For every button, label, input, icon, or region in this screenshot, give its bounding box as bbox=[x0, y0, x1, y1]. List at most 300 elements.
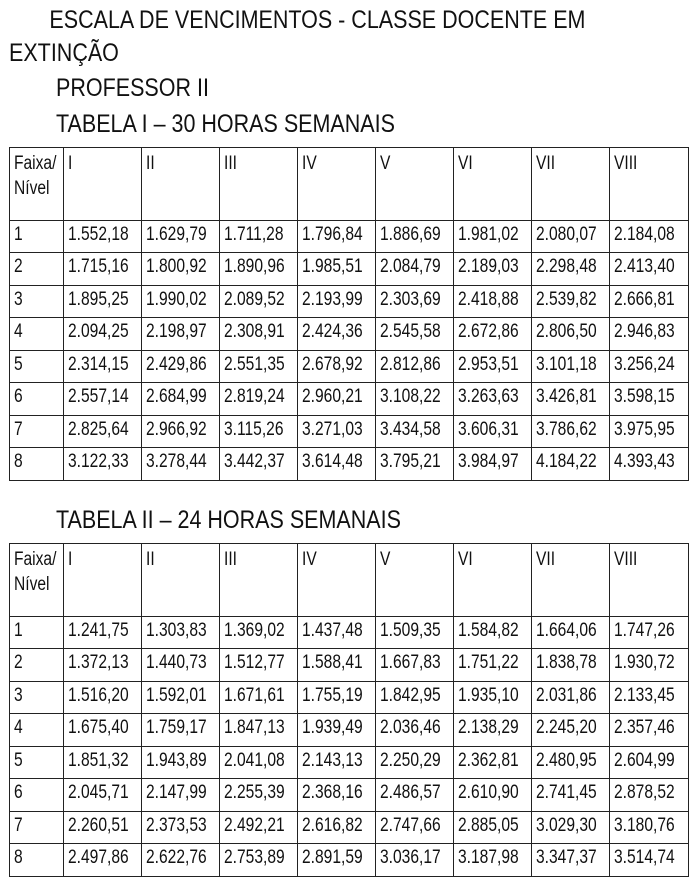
table-row bbox=[10, 844, 689, 877]
salary-value: 3.442,37 bbox=[224, 451, 285, 473]
salary-value-cell bbox=[454, 350, 532, 383]
header-cell-class bbox=[454, 148, 532, 221]
salary-value-cell bbox=[64, 220, 142, 253]
salary-value-cell bbox=[64, 616, 142, 649]
header-label: III bbox=[224, 153, 237, 174]
salary-value-cell bbox=[376, 220, 454, 253]
salary-value: 4.393,43 bbox=[614, 451, 675, 473]
salary-value: 2.255,39 bbox=[224, 782, 285, 804]
salary-value: 3.514,74 bbox=[614, 847, 675, 869]
header-cell-class bbox=[376, 148, 454, 221]
salary-value: 3.187,98 bbox=[458, 847, 519, 869]
salary-value-cell bbox=[142, 844, 220, 877]
salary-value: 1.796,84 bbox=[302, 223, 363, 245]
level-cell bbox=[10, 383, 64, 416]
salary-value-cell bbox=[532, 649, 610, 682]
salary-value-cell bbox=[64, 285, 142, 318]
salary-value-cell bbox=[376, 714, 454, 747]
salary-value: 2.604,99 bbox=[614, 749, 675, 771]
level-cell bbox=[10, 681, 64, 714]
salary-value: 1.629,79 bbox=[146, 223, 207, 245]
salary-value-cell bbox=[610, 253, 689, 286]
level-label: 6 bbox=[14, 386, 23, 408]
salary-value-cell bbox=[142, 220, 220, 253]
salary-value: 1.886,69 bbox=[380, 223, 441, 245]
level-label: 2 bbox=[14, 256, 23, 278]
salary-value: 1.241,75 bbox=[68, 619, 129, 641]
salary-value-cell bbox=[532, 318, 610, 351]
salary-value-cell bbox=[376, 383, 454, 416]
salary-value-cell bbox=[64, 714, 142, 747]
salary-value-cell bbox=[376, 318, 454, 351]
header-cell-faixa-nivel bbox=[10, 148, 64, 221]
header-cell-class bbox=[532, 544, 610, 617]
salary-value-cell bbox=[220, 649, 298, 682]
salary-value: 1.759,17 bbox=[146, 717, 207, 739]
salary-value-cell bbox=[64, 253, 142, 286]
salary-value: 2.616,82 bbox=[302, 814, 363, 836]
level-label: 7 bbox=[14, 418, 23, 440]
salary-value-cell bbox=[298, 383, 376, 416]
table-row bbox=[10, 779, 689, 812]
salary-value-cell bbox=[610, 350, 689, 383]
salary-value: 3.180,76 bbox=[614, 814, 675, 836]
salary-value: 2.557,14 bbox=[68, 386, 129, 408]
level-label: 3 bbox=[14, 288, 23, 310]
salary-value: 2.966,92 bbox=[146, 418, 207, 440]
salary-value: 2.084,79 bbox=[380, 256, 441, 278]
salary-table-24h bbox=[9, 543, 689, 877]
header-label: Faixa/ Nível bbox=[14, 153, 57, 199]
salary-value-cell bbox=[454, 714, 532, 747]
salary-value: 3.029,30 bbox=[536, 814, 597, 836]
salary-value: 1.664,06 bbox=[536, 619, 597, 641]
salary-value: 3.263,63 bbox=[458, 386, 519, 408]
salary-value: 2.245,20 bbox=[536, 717, 597, 739]
salary-value-cell bbox=[298, 285, 376, 318]
salary-value-cell bbox=[376, 285, 454, 318]
salary-value: 2.184,08 bbox=[614, 223, 675, 245]
salary-value-cell bbox=[532, 714, 610, 747]
salary-value-cell bbox=[220, 415, 298, 448]
salary-value: 2.891,59 bbox=[302, 847, 363, 869]
salary-value: 2.418,88 bbox=[458, 288, 519, 310]
salary-value: 1.437,48 bbox=[302, 619, 363, 641]
salary-value-cell bbox=[454, 318, 532, 351]
salary-value: 1.671,61 bbox=[224, 684, 285, 706]
level-label: 3 bbox=[14, 684, 23, 706]
header-label: VI bbox=[458, 549, 473, 570]
salary-value-cell bbox=[532, 844, 610, 877]
salary-value: 2.684,99 bbox=[146, 386, 207, 408]
salary-value-cell bbox=[532, 616, 610, 649]
salary-value: 3.115,26 bbox=[224, 418, 284, 440]
salary-value: 2.094,25 bbox=[68, 321, 129, 343]
salary-value: 2.036,46 bbox=[380, 717, 441, 739]
salary-value: 1.584,82 bbox=[458, 619, 519, 641]
salary-value: 1.303,83 bbox=[146, 619, 207, 641]
salary-value: 3.786,62 bbox=[536, 418, 597, 440]
salary-value: 3.108,22 bbox=[380, 386, 441, 408]
salary-value-cell bbox=[64, 448, 142, 481]
salary-value: 2.885,05 bbox=[458, 814, 519, 836]
salary-value-cell bbox=[454, 844, 532, 877]
salary-value: 1.372,13 bbox=[68, 652, 129, 674]
table-row bbox=[10, 383, 689, 416]
header-cell-class bbox=[64, 148, 142, 221]
salary-value: 2.960,21 bbox=[302, 386, 363, 408]
table-header-row bbox=[10, 148, 689, 221]
salary-value: 1.842,95 bbox=[380, 684, 441, 706]
salary-value-cell bbox=[610, 714, 689, 747]
salary-value-cell bbox=[64, 779, 142, 812]
salary-value-cell bbox=[610, 746, 689, 779]
salary-value-cell bbox=[532, 350, 610, 383]
salary-value-cell bbox=[454, 616, 532, 649]
salary-value: 2.193,99 bbox=[302, 288, 363, 310]
salary-value-cell bbox=[376, 811, 454, 844]
salary-value-cell bbox=[610, 811, 689, 844]
salary-value-cell bbox=[376, 649, 454, 682]
salary-value: 1.440,73 bbox=[146, 652, 207, 674]
level-cell bbox=[10, 253, 64, 286]
salary-value-cell bbox=[532, 415, 610, 448]
salary-value-cell bbox=[610, 844, 689, 877]
salary-value-cell bbox=[298, 448, 376, 481]
salary-value-cell bbox=[298, 318, 376, 351]
salary-value: 1.838,78 bbox=[536, 652, 597, 674]
level-label: 1 bbox=[14, 223, 23, 245]
level-label: 4 bbox=[14, 717, 23, 739]
header-label: I bbox=[68, 549, 73, 570]
table-row bbox=[10, 350, 689, 383]
salary-value: 2.486,57 bbox=[380, 782, 441, 804]
salary-value: 3.122,33 bbox=[68, 451, 129, 473]
salary-value-cell bbox=[532, 448, 610, 481]
header-cell-class bbox=[610, 148, 689, 221]
header-cell-class bbox=[220, 148, 298, 221]
header-label: II bbox=[146, 549, 155, 570]
salary-value-cell bbox=[142, 649, 220, 682]
salary-value: 1.512,77 bbox=[224, 652, 285, 674]
salary-value-cell bbox=[298, 415, 376, 448]
salary-value-cell bbox=[298, 253, 376, 286]
salary-value: 3.347,37 bbox=[536, 847, 597, 869]
salary-value: 1.890,96 bbox=[224, 256, 285, 278]
salary-value: 1.715,16 bbox=[68, 256, 129, 278]
salary-value: 1.588,41 bbox=[302, 652, 363, 674]
level-cell bbox=[10, 649, 64, 682]
salary-value-cell bbox=[142, 811, 220, 844]
salary-value-cell bbox=[220, 448, 298, 481]
salary-value: 2.666,81 bbox=[614, 288, 675, 310]
salary-value-cell bbox=[220, 681, 298, 714]
salary-value: 1.851,32 bbox=[68, 749, 129, 771]
salary-value-cell bbox=[142, 415, 220, 448]
salary-value: 2.825,64 bbox=[68, 418, 129, 440]
salary-value-cell bbox=[142, 285, 220, 318]
table-row bbox=[10, 253, 689, 286]
salary-value: 1.751,22 bbox=[458, 652, 519, 674]
salary-value-cell bbox=[376, 350, 454, 383]
salary-value: 2.747,66 bbox=[380, 814, 441, 836]
salary-value: 2.878,52 bbox=[614, 782, 675, 804]
table-row bbox=[10, 649, 689, 682]
salary-value: 3.036,17 bbox=[380, 847, 441, 869]
level-label: 4 bbox=[14, 321, 23, 343]
salary-value: 2.314,15 bbox=[68, 353, 129, 375]
salary-value-cell bbox=[64, 415, 142, 448]
salary-value: 3.598,15 bbox=[614, 386, 675, 408]
salary-value: 1.990,02 bbox=[146, 288, 207, 310]
header-cell-class bbox=[532, 148, 610, 221]
level-cell bbox=[10, 415, 64, 448]
salary-value-cell bbox=[142, 746, 220, 779]
salary-value-cell bbox=[298, 220, 376, 253]
salary-value-cell bbox=[454, 746, 532, 779]
salary-value: 2.678,92 bbox=[302, 353, 363, 375]
level-cell bbox=[10, 285, 64, 318]
salary-value-cell bbox=[454, 383, 532, 416]
salary-value: 4.184,22 bbox=[536, 451, 597, 473]
salary-value-cell bbox=[376, 779, 454, 812]
salary-value-cell bbox=[610, 779, 689, 812]
salary-value: 2.357,46 bbox=[614, 717, 675, 739]
salary-value-cell bbox=[64, 383, 142, 416]
salary-value-cell bbox=[532, 220, 610, 253]
salary-value: 2.045,71 bbox=[68, 782, 129, 804]
salary-value-cell bbox=[610, 681, 689, 714]
salary-value: 2.741,45 bbox=[536, 782, 597, 804]
salary-value: 2.198,97 bbox=[146, 321, 207, 343]
salary-value-cell bbox=[220, 811, 298, 844]
salary-value-cell bbox=[454, 811, 532, 844]
salary-value-cell bbox=[64, 811, 142, 844]
salary-value-cell bbox=[142, 253, 220, 286]
table-row bbox=[10, 681, 689, 714]
salary-value-cell bbox=[64, 318, 142, 351]
header-cell-class bbox=[142, 544, 220, 617]
salary-value: 2.429,86 bbox=[146, 353, 207, 375]
salary-value: 1.592,01 bbox=[146, 684, 207, 706]
level-cell bbox=[10, 811, 64, 844]
salary-value: 1.943,89 bbox=[146, 749, 207, 771]
header-label: Faixa/ Nível bbox=[14, 549, 57, 595]
salary-value: 1.985,51 bbox=[302, 256, 363, 278]
salary-value: 3.256,24 bbox=[614, 353, 675, 375]
salary-value: 2.308,91 bbox=[224, 321, 285, 343]
header-label: I bbox=[68, 153, 73, 174]
level-cell bbox=[10, 350, 64, 383]
salary-value-cell bbox=[64, 350, 142, 383]
salary-value: 1.939,49 bbox=[302, 717, 363, 739]
salary-value-cell bbox=[220, 350, 298, 383]
salary-value: 2.133,45 bbox=[614, 684, 675, 706]
level-cell bbox=[10, 779, 64, 812]
header-cell-class bbox=[454, 544, 532, 617]
table-row bbox=[10, 220, 689, 253]
salary-value: 2.806,50 bbox=[536, 321, 597, 343]
salary-value: 1.930,72 bbox=[614, 652, 675, 674]
table-row bbox=[10, 714, 689, 747]
level-cell bbox=[10, 318, 64, 351]
salary-value: 2.303,69 bbox=[380, 288, 441, 310]
salary-value: 2.143,13 bbox=[302, 749, 363, 771]
salary-value: 1.800,92 bbox=[146, 256, 207, 278]
level-label: 8 bbox=[14, 451, 23, 473]
salary-value-cell bbox=[454, 779, 532, 812]
header-label: IV bbox=[302, 549, 317, 570]
table-row bbox=[10, 616, 689, 649]
table-header-row bbox=[10, 544, 689, 617]
salary-value-cell bbox=[376, 616, 454, 649]
header-label: II bbox=[146, 153, 155, 174]
salary-value-cell bbox=[220, 318, 298, 351]
salary-value-cell bbox=[142, 318, 220, 351]
salary-value-cell bbox=[298, 616, 376, 649]
salary-value: 3.614,48 bbox=[302, 451, 363, 473]
salary-value-cell bbox=[64, 746, 142, 779]
level-label: 8 bbox=[14, 847, 23, 869]
salary-value-cell bbox=[142, 714, 220, 747]
salary-value: 3.101,18 bbox=[536, 353, 597, 375]
salary-value: 1.369,02 bbox=[224, 619, 285, 641]
level-label: 6 bbox=[14, 782, 23, 804]
salary-value-cell bbox=[532, 811, 610, 844]
salary-value-cell bbox=[454, 448, 532, 481]
salary-table-30h bbox=[9, 147, 689, 481]
header-label: VII bbox=[536, 549, 556, 570]
header-label: VI bbox=[458, 153, 473, 174]
document-subtitle: PROFESSOR II bbox=[56, 74, 209, 102]
salary-value-cell bbox=[142, 350, 220, 383]
header-cell-faixa-nivel bbox=[10, 544, 64, 617]
salary-value-cell bbox=[298, 844, 376, 877]
salary-value-cell bbox=[454, 253, 532, 286]
salary-value: 2.298,48 bbox=[536, 256, 597, 278]
salary-value: 3.795,21 bbox=[380, 451, 441, 473]
salary-value-cell bbox=[532, 681, 610, 714]
salary-value-cell bbox=[298, 811, 376, 844]
table-row bbox=[10, 811, 689, 844]
header-label: VIII bbox=[614, 549, 638, 570]
salary-value: 2.610,90 bbox=[458, 782, 519, 804]
salary-value: 2.260,51 bbox=[68, 814, 129, 836]
salary-value-cell bbox=[220, 220, 298, 253]
salary-value: 1.516,20 bbox=[68, 684, 129, 706]
salary-value-cell bbox=[376, 681, 454, 714]
salary-value: 3.975,95 bbox=[614, 418, 675, 440]
salary-value-cell bbox=[454, 285, 532, 318]
salary-value-cell bbox=[610, 616, 689, 649]
salary-value: 2.147,99 bbox=[146, 782, 207, 804]
salary-value: 2.424,36 bbox=[302, 321, 363, 343]
salary-value-cell bbox=[376, 415, 454, 448]
salary-value: 3.426,81 bbox=[536, 386, 597, 408]
salary-value: 2.362,81 bbox=[458, 749, 519, 771]
header-label: IV bbox=[302, 153, 317, 174]
salary-value: 1.667,83 bbox=[380, 652, 441, 674]
salary-value-cell bbox=[220, 285, 298, 318]
salary-value-cell bbox=[298, 350, 376, 383]
header-cell-class bbox=[142, 148, 220, 221]
salary-value-cell bbox=[610, 220, 689, 253]
table-row bbox=[10, 318, 689, 351]
level-label: 5 bbox=[14, 353, 23, 375]
salary-value-cell bbox=[376, 844, 454, 877]
header-cell-class bbox=[64, 544, 142, 617]
salary-value-cell bbox=[64, 844, 142, 877]
salary-value: 1.935,10 bbox=[458, 684, 519, 706]
salary-value-cell bbox=[532, 253, 610, 286]
table-row bbox=[10, 448, 689, 481]
salary-value-cell bbox=[610, 448, 689, 481]
header-label: VII bbox=[536, 153, 556, 174]
salary-value: 3.278,44 bbox=[146, 451, 207, 473]
salary-value-cell bbox=[220, 746, 298, 779]
salary-value-cell bbox=[64, 681, 142, 714]
table-row bbox=[10, 415, 689, 448]
salary-value-cell bbox=[220, 616, 298, 649]
salary-value-cell bbox=[610, 285, 689, 318]
header-label: V bbox=[380, 549, 391, 570]
salary-value-cell bbox=[142, 681, 220, 714]
salary-value-cell bbox=[298, 746, 376, 779]
salary-value: 2.497,86 bbox=[68, 847, 129, 869]
table-1-title: TABELA I – 30 HORAS SEMANAIS bbox=[56, 110, 395, 138]
salary-value: 1.552,18 bbox=[68, 223, 129, 245]
header-cell-class bbox=[610, 544, 689, 617]
level-cell bbox=[10, 616, 64, 649]
header-cell-class bbox=[376, 544, 454, 617]
salary-value: 3.271,03 bbox=[302, 418, 363, 440]
table-2-title: TABELA II – 24 HORAS SEMANAIS bbox=[56, 506, 401, 534]
salary-value: 1.981,02 bbox=[458, 223, 519, 245]
salary-value-cell bbox=[454, 681, 532, 714]
salary-value-cell bbox=[298, 714, 376, 747]
salary-value: 2.819,24 bbox=[224, 386, 285, 408]
salary-value-cell bbox=[610, 318, 689, 351]
level-label: 2 bbox=[14, 652, 23, 674]
table-row bbox=[10, 746, 689, 779]
salary-value-cell bbox=[64, 649, 142, 682]
header-label: III bbox=[224, 549, 237, 570]
salary-value: 2.545,58 bbox=[380, 321, 441, 343]
salary-value: 3.434,58 bbox=[380, 418, 441, 440]
salary-value-cell bbox=[610, 383, 689, 416]
salary-value: 2.368,16 bbox=[302, 782, 363, 804]
salary-value: 2.672,86 bbox=[458, 321, 519, 343]
salary-value: 2.812,86 bbox=[380, 353, 441, 375]
salary-value: 2.622,76 bbox=[146, 847, 207, 869]
salary-value: 2.413,40 bbox=[614, 256, 675, 278]
salary-value-cell bbox=[220, 253, 298, 286]
header-cell-class bbox=[298, 148, 376, 221]
level-cell bbox=[10, 220, 64, 253]
level-label: 1 bbox=[14, 619, 23, 641]
level-cell bbox=[10, 448, 64, 481]
salary-value: 2.539,82 bbox=[536, 288, 597, 310]
salary-value-cell bbox=[454, 220, 532, 253]
salary-value: 1.675,40 bbox=[68, 717, 129, 739]
salary-value-cell bbox=[220, 714, 298, 747]
salary-value: 1.847,13 bbox=[224, 717, 285, 739]
document-title: ESCALA DE VENCIMENTOS - CLASSE DOCENTE EM EXTINÇÃO bbox=[9, 6, 586, 67]
salary-value-cell bbox=[532, 746, 610, 779]
salary-value: 3.984,97 bbox=[458, 451, 519, 473]
salary-value: 2.041,08 bbox=[224, 749, 285, 771]
salary-value: 1.509,35 bbox=[380, 619, 441, 641]
